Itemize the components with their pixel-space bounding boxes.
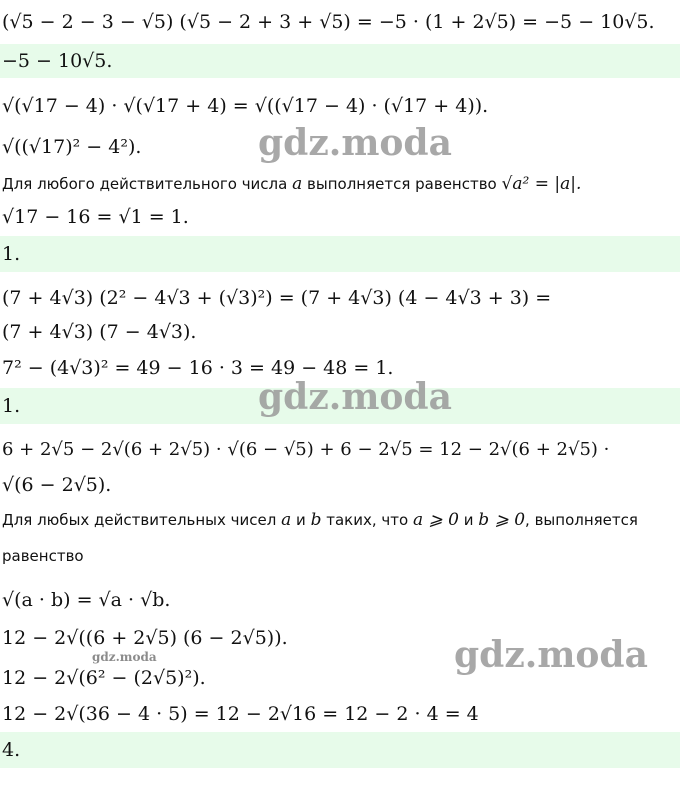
prose-text: таких, что [326,511,409,529]
variable: b [310,510,322,530]
math-line: 6 + 2√5 − 2√(6 + 2√5) · √(6 − √5) + 6 − 2√5 = 12 − 2√(6 + 2√5) · [2,439,610,460]
math-line: 12 − 2√(6² − (2√5)²). [2,667,206,689]
math-line: (√5 − 2 − 3 − √5) (√5 − 2 + 3 + √5) = −5 · (1 + 2√5) = −5 − 10√5. [2,11,655,33]
watermark-logo: gdz.moda [454,634,648,676]
math-line: √(6 − 2√5). [2,474,112,496]
condition: a ⩾ 0 [412,510,459,530]
prose-text: и [463,511,474,529]
answer-line: 1. [2,395,21,417]
answer-line: 4. [2,739,21,761]
math-line: √(a · b) = √a · √b. [2,589,171,611]
answer-band [0,236,680,272]
math-line: √17 − 16 = √1 = 1. [2,206,189,228]
answer-band [0,732,680,768]
prose-text: Для любого действительного числа [2,175,288,193]
watermark-logo-small: gdz.moda [92,650,157,664]
variable: a [281,510,292,530]
watermark-logo: gdz.moda [258,376,452,418]
answer-line: 1. [2,243,21,265]
math-line: √(√17 − 4) · √(√17 + 4) = √((√17 − 4) · (√17 + 4)). [2,95,489,117]
explanation-text [2,172,581,196]
math-line: √((√17)² − 4²). [2,136,142,158]
prose-text: выполняется равенство [307,175,497,193]
math-line: 12 − 2√((6 + 2√5) (6 − 2√5)). [2,627,288,649]
answer-line: −5 − 10√5. [2,50,113,72]
prose-text: и [296,511,306,529]
prose-text: Для любых действительных чисел [2,511,277,529]
math-line: 12 − 2√(36 − 4 · 5) = 12 − 2√16 = 12 − 2 · 4 = 4 [2,703,479,725]
variable: a [292,174,303,194]
math-line: (7 + 4√3) (7 − 4√3). [2,321,197,343]
math-line: 7² − (4√3)² = 49 − 16 · 3 = 49 − 48 = 1. [2,357,394,379]
explanation-text: равенство [2,547,84,565]
formula: √a² = |a|. [501,174,582,194]
condition: b ⩾ 0 [478,510,526,530]
math-line: (7 + 4√3) (2² − 4√3 + (√3)²) = (7 + 4√3) (4 − 4√3 + 3) = [2,287,552,309]
prose-text: , выполняется [525,511,638,529]
explanation-text [2,508,638,532]
watermark-logo: gdz.moda [258,122,452,164]
